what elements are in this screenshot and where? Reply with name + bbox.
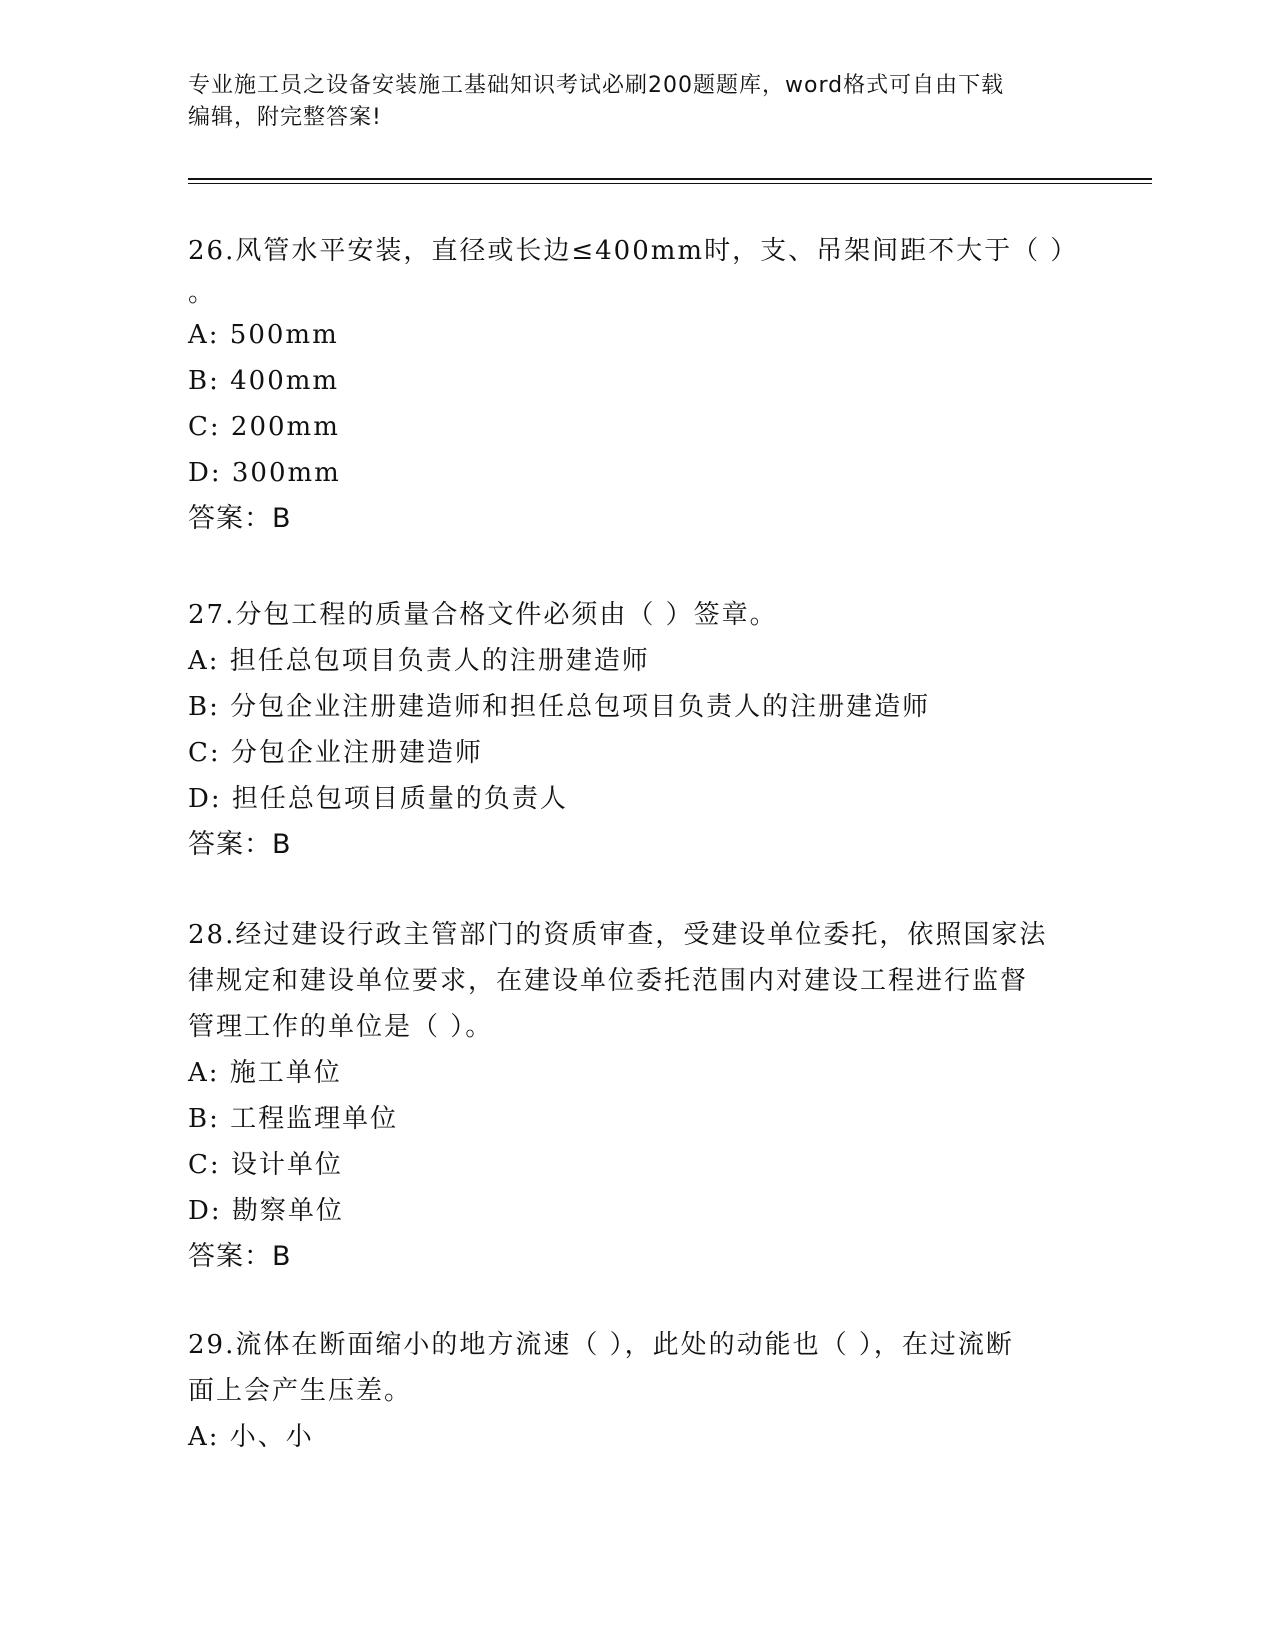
question-28 bbox=[188, 912, 1088, 1280]
option-a: A: 500mm bbox=[188, 320, 339, 350]
header-line-2: 编辑，附完整答案! bbox=[188, 105, 382, 130]
question-27 bbox=[188, 592, 1088, 868]
option-b: B: 工程监理单位 bbox=[188, 1104, 399, 1134]
option-d: D: 勘察单位 bbox=[188, 1196, 344, 1226]
question-stem-line: 面上会产生压差。 bbox=[188, 1376, 413, 1406]
question-26 bbox=[188, 228, 1088, 542]
option-d: D: 担任总包项目质量的负责人 bbox=[188, 784, 568, 814]
question-stem-line: 。 bbox=[188, 278, 217, 308]
option-c: C: 设计单位 bbox=[188, 1150, 343, 1180]
question-stem-line: 27.分包工程的质量合格文件必须由（ ）签章。 bbox=[188, 600, 778, 630]
option-a: A: 小、小 bbox=[188, 1422, 314, 1452]
option-c: C: 分包企业注册建造师 bbox=[188, 738, 483, 768]
question-stem-line: 律规定和建设单位要求，在建设单位委托范围内对建设工程进行监督 bbox=[188, 966, 1029, 996]
option-b: B: 400mm bbox=[188, 366, 340, 396]
option-d: D: 300mm bbox=[188, 458, 341, 488]
question-stem-line: 28.经过建设行政主管部门的资质审查，受建设单位委托，依照国家法 bbox=[188, 920, 1048, 950]
question-stem-line: 26.风管水平安装，直径或长边≤400mm时，支、吊架间距不大于（ ） bbox=[188, 236, 1079, 266]
question-stem-line: 29.流体在断面缩小的地方流速（ ），此处的动能也（ ），在过流断 bbox=[188, 1330, 1014, 1360]
question-stem-line: 管理工作的单位是（ ）。 bbox=[188, 1012, 494, 1042]
question-29 bbox=[188, 1322, 1088, 1460]
option-a: A: 担任总包项目负责人的注册建造师 bbox=[188, 646, 650, 676]
header-divider-thin bbox=[188, 183, 1152, 184]
option-b: B: 分包企业注册建造师和担任总包项目负责人的注册建造师 bbox=[188, 692, 931, 722]
header-line-1: 专业施工员之设备安装施工基础知识考试必刷200题题库，word格式可自由下载 bbox=[188, 73, 1005, 98]
option-c: C: 200mm bbox=[188, 412, 340, 442]
answer: 答案：B bbox=[188, 1241, 292, 1272]
answer: 答案：B bbox=[188, 503, 292, 534]
document-header bbox=[188, 70, 1068, 134]
option-a: A: 施工单位 bbox=[188, 1058, 342, 1088]
answer: 答案：B bbox=[188, 829, 292, 860]
header-divider-thick bbox=[188, 178, 1152, 180]
